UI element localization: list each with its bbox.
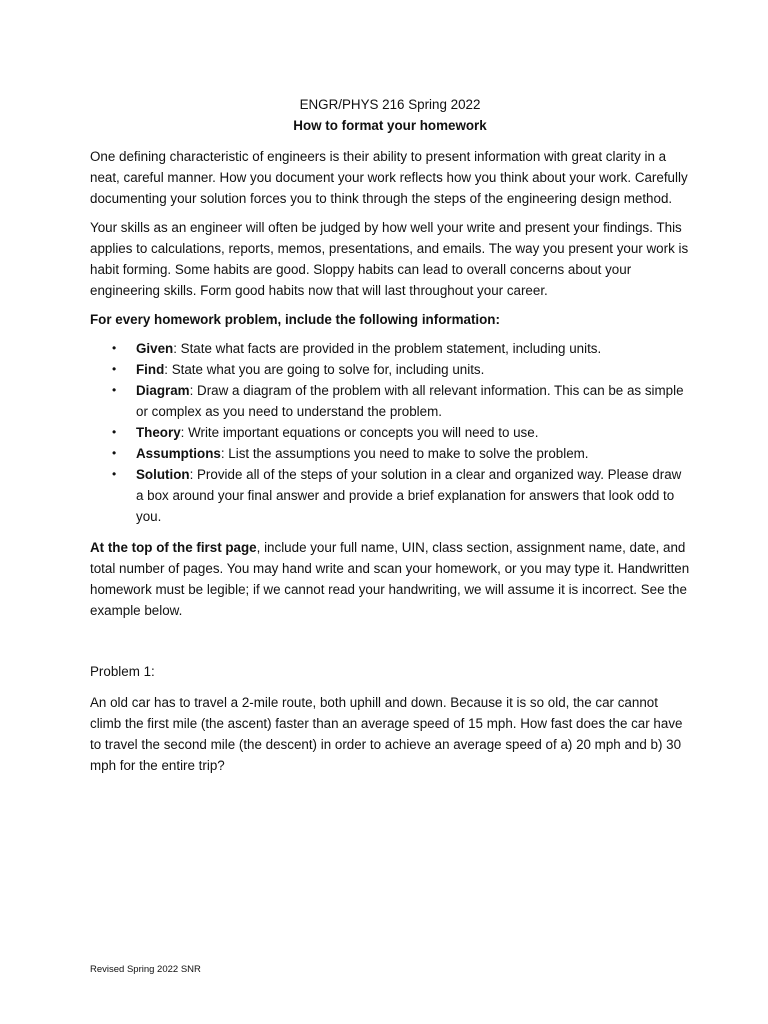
item-term: Assumptions [136,446,221,461]
bullet-icon: • [112,425,117,439]
instructions-heading: For every homework problem, include the following information: [90,312,500,327]
bullet-icon: • [112,383,117,397]
list-item-assumptions [90,443,690,464]
list-item-diagram [90,380,690,422]
item-text: : List the assumptions you need to make to solve the problem. [220,446,589,461]
document-title: How to format your homework [293,118,487,133]
list-item-solution [90,464,690,527]
first-page-text: , include your full name, UIN, class section, assignment name, date, and total number of pages. You may hand write and scan your homework, or you may type it. Handwritten homework must be legible; if we cannot read your handwriting, we will assume it is incorrect. See the example below. [90,540,690,618]
item-text: : Write important equations or concepts you will need to use. [180,425,539,440]
bullet-icon: • [112,341,117,355]
item-term: Find [136,362,165,377]
item-term: Solution [136,467,190,482]
bullet-icon: • [112,362,117,376]
item-text: : Provide all of the steps of your solution in a clear and organized way. Please draw a box around your final answer and provide a brief explanation for answers that look odd to you. [136,467,682,524]
item-term: Theory [136,425,181,440]
item-term: Given [136,341,174,356]
problem-label: Problem 1: [90,664,155,679]
list-item-theory [90,422,690,443]
course-heading: ENGR/PHYS 216 Spring 2022 [299,97,481,112]
list-item-given [90,338,690,359]
intro-paragraph-1: One defining characteristic of engineers is their ability to present information with great clarity in a neat, careful manner. How you document your work reflects how you think about your work. Carefully documenting your solution forces you to think through the steps of the engineering design method. [90,149,688,206]
first-page-paragraph [90,537,690,621]
problem-statement: An old car has to travel a 2-mile route, both uphill and down. Because it is so old, the car cannot climb the first mile (the ascent) faster than an average speed of 15 mph. How fast does the car have to travel the second mile (the descent) in order to achieve an average speed of a) 20 mph and b) 30 mph for the entire trip? [90,695,683,773]
intro-paragraph-2: Your skills as an engineer will often be judged by how well your write and present your findings. This applies to calculations, reports, memos, presentations, and emails. The way you present your work is habit forming. Some habits are good. Sloppy habits can lead to overall concerns about your engineering skills. Form good habits now that will last throughout your career. [90,220,689,298]
list-item-find [90,359,690,380]
first-page-lead: At the top of the first page [90,540,257,555]
item-text: : Draw a diagram of the problem with all relevant information. This can be as simple or complex as you need to understand the problem. [136,383,684,419]
item-text: : State what you are going to solve for, including units. [164,362,485,377]
revision-footer: Revised Spring 2022 SNR [90,964,201,975]
bullet-icon: • [112,467,117,481]
bullet-icon: • [112,446,117,460]
instructions-list [90,338,690,527]
item-term: Diagram [136,383,190,398]
item-text: : State what facts are provided in the problem statement, including units. [173,341,602,356]
